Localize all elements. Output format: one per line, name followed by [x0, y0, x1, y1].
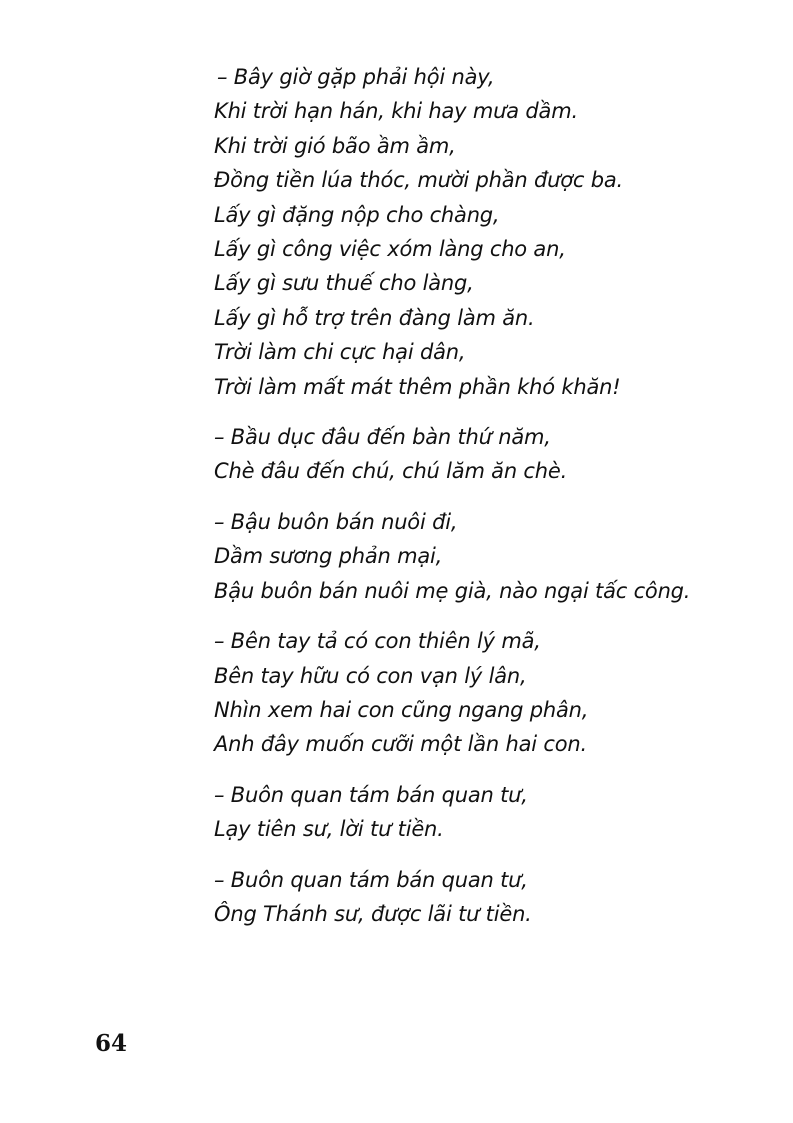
- poem-line: – Bây giờ gặp phải hội này,: [217, 65, 495, 89]
- poem-line: Đồng tiền lúa thóc, mười phần được ba.: [214, 168, 623, 193]
- poem-line: Lạy tiên sư, lời tư tiền.: [214, 817, 444, 842]
- poem-line: Bậu buôn bán nuôi mẹ già, nào ngại tấc công.: [214, 578, 691, 603]
- poem-line: Anh đây muốn cưỡi một lần hai con.: [214, 732, 587, 757]
- poem-line: Nhìn xem hai con cũng ngang phân,: [214, 697, 589, 722]
- stanza-2: [214, 420, 774, 489]
- poem-line: Trời làm mất mát thêm phần khó khăn!: [214, 374, 621, 399]
- page-number: 64: [95, 1030, 128, 1057]
- poem-line: Bên tay hữu có con vạn lý lân,: [214, 663, 527, 688]
- stanza-4: [214, 624, 774, 762]
- poem-line: – Bên tay tả có con thiên lý mã,: [214, 629, 541, 654]
- stanza-6: [214, 863, 774, 932]
- stanza-5: [214, 778, 774, 847]
- poem-line: Dầm sương phản mại,: [214, 544, 443, 569]
- poem-line: Chè đâu đến chú, chú lăm ăn chè.: [214, 459, 568, 484]
- poem-line: Lấy gì hỗ trợ trên đàng làm ăn.: [214, 305, 535, 330]
- poem-line: – Bầu dục đâu đến bàn thứ năm,: [214, 425, 551, 450]
- poem-line: Lấy gì công việc xóm làng cho an,: [214, 237, 566, 262]
- poem-line: Lấy gì đặng nộp cho chàng,: [214, 202, 500, 227]
- stanza-3: [214, 505, 774, 608]
- poem-line: Trời làm chi cực hại dân,: [214, 340, 466, 365]
- poem-line: – Buôn quan tám bán quan tư,: [214, 782, 528, 807]
- stanza-1: [214, 60, 774, 404]
- poem-line: – Bậu buôn bán nuôi đi,: [214, 509, 458, 534]
- poem-line: Ông Thánh sư, được lãi tư tiền.: [214, 901, 532, 926]
- poem-line: Khi trời hạn hán, khi hay mưa dầm.: [214, 99, 578, 124]
- poem-line: Khi trời gió bão ầm ầm,: [214, 133, 456, 158]
- poem-line: Lấy gì sưu thuế cho làng,: [214, 271, 474, 296]
- poem-line: – Buôn quan tám bán quan tư,: [214, 867, 528, 892]
- poem-body: [214, 60, 774, 947]
